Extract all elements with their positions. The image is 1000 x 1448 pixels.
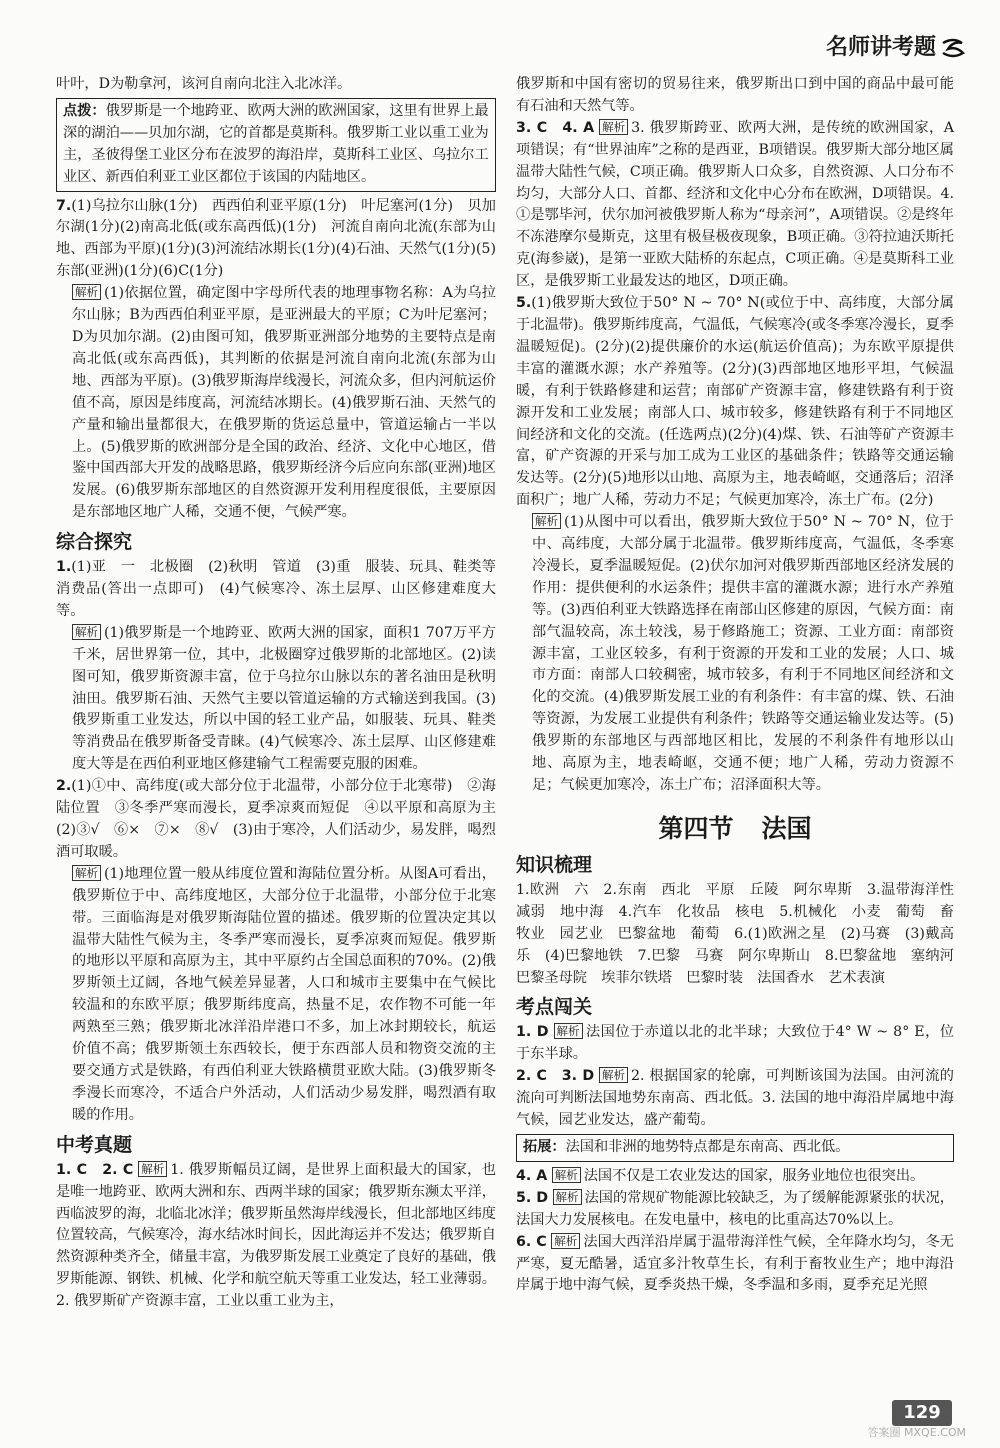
analysis-tag: 解析 — [138, 1161, 167, 1177]
section-heading-knowledge: 知识梳理 — [516, 853, 593, 876]
extension-box: 拓展：法国和非洲的地势特点都是东南高、西北低。 — [516, 1134, 954, 1162]
analysis-tag: 解析 — [72, 624, 101, 640]
answer-k2-3: 2. C 3. D 解析 2. 根据国家的轮廓，可判断该国为法国。由河流的流向可判断法国地势东南高、西北低。3. 法国的地中海沿岸属地中海气候，园艺业发达，盛产葡萄。 — [516, 1068, 954, 1129]
answer-k6: 6. C 解析 法国大西洋沿岸属于温带海洋性气候，全年降水均匀，冬无严寒，夏无酷暑，适宜多汁牧草生长，有利于畜牧业生产；地中海沿岸属于地中海气候，夏季炎热干燥，冬季温和多雨，夏季充足光照 — [516, 1233, 954, 1294]
analysis-tag: 解析 — [599, 1067, 628, 1083]
brand-header — [826, 30, 966, 61]
analysis-z2: 解析 (1)地理位置一般从纬度位置和海陆位置分析。从图A可看出，俄罗斯位于中、高纬度地区，大部分位于北温带，小部分位于北寒带。三面临海是对俄罗斯海陆位置的描述。俄罗斯的位置决定其以温带大陆性气候为主，冬季严寒而漫长，夏季凉爽而短促。俄罗斯的地形以平原和高原为主，其中平原约占全国总面积的70%。(2)俄罗斯领土辽阔，各地气候差异显著，人口和城市主要集中在气候比较温和的东欧平原；俄罗斯纬度高，热量不足，农作物不可能一年两熟至三熟；俄罗斯北冰洋沿岸港口不多，加上冰封期较长，航运价值不高；俄罗斯领土东西较长，便于东西部人员和物资交流的主要交通方式是铁路，有西伯利亚大铁路横贯亚欧大陆。(3)俄罗斯冬季漫长而寒冷，不适合户外活动，人们活动少易发胖，喝烈酒有取暖的作用。 — [72, 865, 496, 1123]
answer-z1: 1.(1)亚 一 北极圈 (2)秋明 管道 (3)重 服装、玩具、鞋类等消费品(答出一点即可) (4)气候寒冷、冻土层厚、山区修建难度大等。 — [56, 559, 496, 619]
answer-continuation-right: 俄罗斯和中国有密切的贸易往来，俄罗斯出口到中国的商品中最可能有石油和天然气等。 — [516, 76, 954, 114]
chapter-title: 第四节 法国 — [658, 813, 812, 843]
analysis-5: 解析 (1)从图中可以看出，俄罗斯大致位于50° N ~ 70° N，位于中、高纬度，大部分属于北温带。俄罗斯纬度高，气温低，冬季寒冷漫长，夏季温暖短促。(2)伏尔加河对俄罗斯西部地区经济发展的作用：提供便利的水运条件；提供丰富的灌溉水源；进行水产养殖等。(3)西伯利亚大铁路选择在南部山区修建的原因，气候方面：南部气温较高，冻土较浅，易于修路施工；资源、工业方面：南部资源丰富，工业区较多，有利于资源的开发和工业的发展；人口、城市方面：南部人口较稠密，城市较多，有利于不同地区间经济和文化的交流。(4)俄罗斯发展工业的有利条件：有丰富的煤、铁、石油等资源，为发展工业提供有利条件；铁路等交通运输业发达等。(5)俄罗斯的东部地区与西部地区相比，发展的不利条件有地形以山地、高原为主，地表崎岖，交通不便；地广人稀，劳动力资源不足；气候更加寒冷，冻土广布；沼泽面积大等。 — [532, 514, 954, 793]
analysis-tag: 解析 — [72, 284, 101, 300]
answer-7: 7.(1)乌拉尔山脉(1分) 西西伯利亚平原(1分) 叶尼塞河(1分) 贝加尔湖(1分)(2)南高北低(或东高西低)(1分) 河流自南向北流(东部为山地、西部为平原)(1分)(3)河流结冰期长(1分)(4)石油、天然气(1分)(5)东部(亚洲)(1分)(6)C(1分) — [56, 197, 496, 280]
answer-k5: 5. D 解析 法国的常规矿物能源比较缺乏，为了缓解能源紧张的状况，法国大力发展核电。在发电量中，核电的比重高达70%以上。 — [516, 1189, 954, 1228]
answer-k4: 4. A 解析 法国不仅是工农业发达的国家，服务业地位也很突出。 — [516, 1167, 925, 1184]
section-heading-checkpoints: 考点闯关 — [516, 996, 593, 1019]
analysis-tag: 解析 — [599, 119, 628, 135]
brand-title: 名师讲考题 — [825, 35, 936, 60]
tip-text: 俄罗斯是一个地跨亚、欧两大洲的欧洲国家，这里有世界上最深的湖泊——贝加尔湖，它的首都是莫斯科。俄罗斯工业以重工业为主，圣彼得堡工业区分布在波罗的海沿岸，莫斯科工业区、乌拉尔工业区、新西伯利亚工业区都位于该国的内陆地区。 — [63, 102, 489, 185]
answer-exam-1-2: 1. C 2. C 解析 1. 俄罗斯幅员辽阔，是世界上面积最大的国家，也是唯一地跨亚、欧两大洲和东、西两半球的国家；俄罗斯东濒太平洋，西临波罗的海，北临北冰洋；俄罗斯虽然海岸线漫长，但北部地区纬度位置较高，气候寒冷，海水结冰时间长，因此海运并不发达；俄罗斯自然资源种类齐全，储量丰富，为俄罗斯发展工业奠定了良好的基础，俄罗斯能源、钢铁、机械、化学和航空航天等重工业发达，轻工业薄弱。2. 俄罗斯矿产资源丰富，工业以重工业为主， — [56, 1161, 496, 1310]
analysis-tag: 解析 — [551, 1233, 580, 1249]
analysis-tag: 解析 — [72, 865, 101, 881]
analysis-7: 解析 (1)依据位置，确定图中字母所代表的地理事物名称：A为乌拉尔山脉；B为西西伯利亚平原，是亚洲最大的平原；C为叶尼塞河；D为贝加尔湖。(2)由图可知，俄罗斯亚洲部分地势的主要特点是南高北低(或东高西低)，其判断的依据是河流自南向北流(东部为山地、西部为平原)。(3)俄罗斯海岸线漫长，河流众多，但内河航运价值不高，原因是纬度高，河流结冰期长。(4)俄罗斯石油、天然气的产量和输出量都很大，在俄罗斯的货运总量中，管道运输占一半以上。(5)俄罗斯的欧洲部分是全国的政治、经济、文化中心地区，借鉴中国西部大开发的战略思路，俄罗斯经济今后应向东部(亚洲)地区发展。(6)俄罗斯东部地区的自然资源开发利用程度很低，主要原因是东部地区地广人稀，交通不便，气候严寒。 — [72, 285, 496, 521]
section-heading-synthesis: 综合探究 — [56, 531, 133, 554]
page-number: 129 — [892, 1400, 952, 1426]
tip-box — [56, 98, 496, 192]
answer-z2: 2.(1)①中、高纬度(或大部分位于北温带，小部分位于北寒带) ②海陆位置 ③冬季严寒而漫长，夏季凉爽而短促 ④以平原和高原为主 (2)③√ ⑥× ⑦× ⑧√ (3)由于寒冷，人们活动少，易发胖，喝烈酒可取暖。 — [56, 778, 511, 860]
knowledge-answers: 1.欧洲 六 2.东南 西北 平原 丘陵 阿尔卑斯 3.温带海洋性 减弱 地中海 4.汽车 化妆品 核电 5.机械化 小麦 葡萄 畜牧业 园艺业 巴黎盆地 葡萄 6.(1)欧洲之星 (2)马赛 (3)戴高乐 (4)巴黎地铁 7.巴黎 马赛 阿尔卑斯山 8.巴黎盆地 塞纳河 巴黎圣母院 埃菲尔铁塔 巴黎时装 法国香水 艺术表演 — [516, 881, 969, 986]
left-column — [56, 74, 511, 1313]
analysis-tag: 解析 — [532, 513, 561, 529]
tip-label: 点拨： — [63, 102, 106, 119]
analysis-z1: 解析 (1)俄罗斯是一个地跨亚、欧两大洲的国家，面积1 707万平方千米，居世界第一位，其中，北极圈穿过俄罗斯的北部地区。(2)读图可知，俄罗斯资源丰富，位于乌拉尔山脉以东的著名油田是秋明油田。俄罗斯石油、天然气主要以管道运输的方式输送到我国。(3)俄罗斯重工业发达，所以中国的轻工业产品，如服装、玩具、鞋类等消费品在俄罗斯备受青睐。(4)气候寒冷、冻土层厚、山区修建难度大等是在西伯利亚地区修建输气工程需要克服的困难。 — [72, 624, 496, 773]
analysis-tag: 解析 — [552, 1167, 581, 1183]
brand-logo-icon — [940, 37, 966, 59]
answer-continuation: 叶叶，D为勒拿河，该河自南向北注入北冰洋。 — [56, 76, 352, 92]
watermark: 答案圈 MXQE.COM — [867, 1426, 966, 1439]
answer-k1: 1. D 解析 法国位于赤道以北的北半球；大致位于4° W ~ 8° E，位于东半球。 — [516, 1024, 955, 1063]
analysis-tag: 解析 — [553, 1189, 582, 1205]
section-heading-exam: 中考真题 — [56, 1133, 133, 1156]
answer-5: 5.(1)俄罗斯大致位于50° N ~ 70° N(或位于中、高纬度，大部分属于北温带)。俄罗斯纬度高，气温低，气候寒冷(或冬季寒冷漫长，夏季温暖短促)。(2分)(2)提供廉价的水运(航运价值高)；为东欧平原提供丰富的灌溉水源；水产养殖等。(2分)(3)西部地区地形平坦，气候温暖，有利于铁路修建和运营；南部矿产资源丰富，修建铁路有利于资源开发和工业发展；南部人口、城市较多，修建铁路有利于不同地区间经济和文化的交流。(任选两点)(2分)(4)煤、铁、石油等矿产资源丰富，矿产资源的开采与加工成为工业区的基础条件；铁路等交通运输发达等。(2分)(5)地形以山地、高原为主，地表崎岖，交通落后；沼泽面积广；地广人稀，劳动力不足；气候更加寒冷，冻土广布。(2分) — [516, 295, 954, 509]
analysis-tag: 解析 — [554, 1023, 583, 1039]
right-column — [516, 74, 969, 1297]
answer-3-4: 3. C 4. A 解析 3. 俄罗斯跨亚、欧两大洲，是传统的欧洲国家，A项错误；有“世界油库”之称的是西亚，B项错误。俄罗斯大部分地区属温带大陆性气候，C项正确。俄罗斯人口众多，自然资源、人口分布不均匀，大部分人口、首都、经济和文化中心分布在欧洲，D项错误。4. ①是鄂毕河，伏尔加河被俄罗斯人称为“母亲河”，A项错误。②是终年不冻港摩尔曼斯克，这里有极昼极夜现象，B项正确。③符拉迪沃斯托克(海参崴)，是第一亚欧大陆桥的东起点，C项正确。④是莫斯科工业区，是俄罗斯工业最发达的地区，D项正确。 — [516, 119, 955, 290]
